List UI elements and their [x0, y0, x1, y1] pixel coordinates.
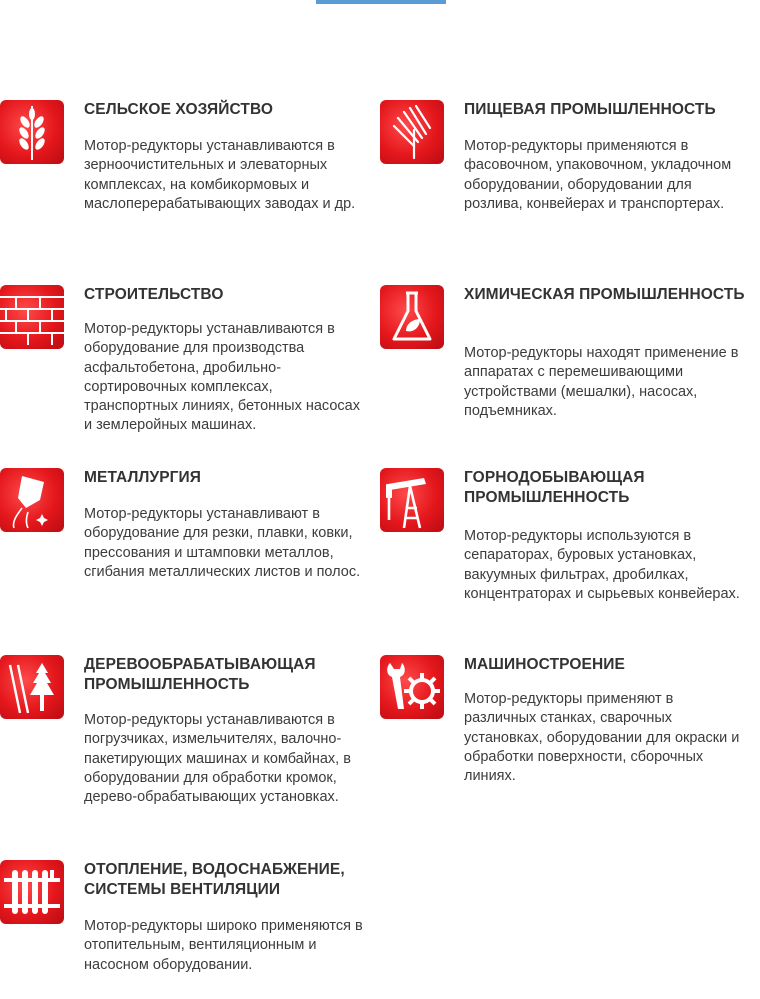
industry-description: Мотор-редукторы применяют в различных станках, сварочных установках, оборудовании для окраски и обработки поверхности, сборочных линиях.: [464, 691, 740, 785]
industry-title: ДЕРЕВООБРАБАТЫВАЮЩАЯ ПРОМЫШЛЕННОСТЬ: [84, 656, 316, 693]
industry-description: Мотор-редукторы устанавливают в оборудование для резки, плавки, ковки, прессования и штамповки металлов, сгибания металлических листов и полос.: [84, 506, 361, 580]
ladle-icon: [0, 468, 64, 532]
oil-pump-icon: [380, 468, 444, 532]
industry-title: МЕТАЛЛУРГИЯ: [84, 469, 202, 486]
industry-title: ГОРНОДОБЫВАЮЩАЯ ПРОМЫШЛЕННОСТЬ: [464, 469, 645, 506]
wheat-icon: [0, 100, 64, 164]
industry-description: Мотор-редукторы устанавливаются в зерноочистительных и элеваторных комплексах, на комбикормовых и маслоперерабатывающих заводах и др.: [84, 138, 356, 212]
industry-description: Мотор-редукторы используются в сепараторах, буровых установках, вакуумных фильтрах, дробилках, концентраторах и сырьевых конвейерах.: [464, 528, 740, 602]
industry-description: Мотор-редукторы широко применяются в отопительным, вентиляционным и насосном оборудовании.: [84, 918, 363, 973]
industry-title: МАШИНОСТРОЕНИЕ: [464, 656, 625, 673]
industry-description: Мотор-редукторы устанавливаются в погрузчиках, измельчителях, валочно-пакетирующих машинах и комбайнах, в оборудовании для обработки кромок, дерево-обрабатывающих установках.: [84, 712, 351, 806]
industry-title: ПИЩЕВАЯ ПРОМЫШЛЕННОСТЬ: [464, 101, 716, 118]
industry-title: СЕЛЬСКОЕ ХОЗЯЙСТВО: [84, 101, 274, 118]
industry-description: Мотор-редукторы находят применение в аппаратах с перемешивающими устройствами (мешалки), насосах, подъемниках.: [464, 345, 739, 419]
industry-title: СТРОИТЕЛЬСТВО: [84, 286, 224, 303]
industry-title: ОТОПЛЕНИЕ, ВОДОСНАБЖЕНИЕ, СИСТЕМЫ ВЕНТИЛЯЦИИ: [84, 861, 345, 898]
industry-title: ХИМИЧЕСКАЯ ПРОМЫШЛЕННОСТЬ: [464, 286, 745, 303]
top-accent-bar: [316, 0, 446, 4]
flask-icon: [380, 285, 444, 349]
industry-description: Мотор-редукторы применяются в фасовочном, упаковочном, укладочном оборудовании, оборудовании для розлива, конвейерах и транспортерах.: [464, 138, 732, 212]
industry-description: Мотор-редукторы устанавливаются в оборудование для производства асфальтобетона, дробильно-сортировочных комплексах, транспортных линиях, бетонных насосах и землеройных машинах.: [84, 321, 360, 434]
radiator-icon: [0, 860, 64, 924]
wrench-gear-icon: [380, 655, 444, 719]
grain-stalk-icon: [380, 100, 444, 164]
tree-planks-icon: [0, 655, 64, 719]
brick-wall-icon: [0, 285, 64, 349]
